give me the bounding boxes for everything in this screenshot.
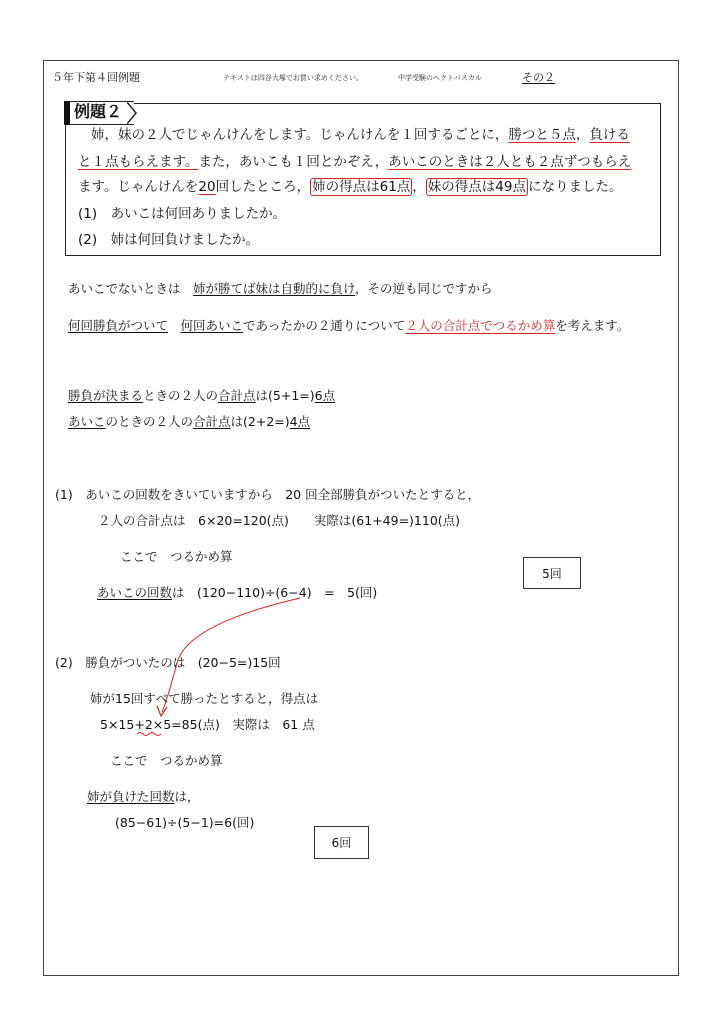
note-underlined: あいこの回数 — [97, 585, 173, 600]
note-underlined: 合計点 — [218, 388, 256, 403]
part1-line-2: ２人の合計点は 6×20=120(点) 実際は(61+49=)110(点) — [98, 513, 461, 528]
header-author: 中学受験のヘクトパスカル — [398, 74, 482, 82]
problem-highlight-younger-score: 妹の得点は49点 — [427, 179, 526, 195]
note-underlined: 勝負が決まる — [68, 388, 144, 403]
note-text: は(2+2=) — [230, 414, 290, 429]
note-text: ，その逆も同じですから — [355, 281, 493, 296]
note-underlined: 姉が負けた回数 — [87, 789, 175, 804]
part2-line-1: (2) 勝負がついたのは (20−5=)15回 — [55, 655, 281, 670]
note-underlined: 合計点 — [193, 414, 231, 429]
problem-text: また，あいこも１回とかぞえ， — [198, 154, 389, 170]
note-text: は (120−110)÷(6−4) = 5(回) — [172, 585, 378, 600]
answer-1: 5回 — [542, 566, 562, 581]
problem-text: ， — [575, 127, 590, 143]
note-text: を考えます。 — [555, 318, 630, 333]
part2-line-2: 姉が15回すべて勝ったとすると，得点は — [90, 691, 319, 706]
note-text: 5×15+ — [100, 717, 145, 732]
problem-text: ， — [412, 179, 426, 195]
note-text: =85(点) 実際は 61 点 — [171, 717, 315, 732]
question-1: (1) あいこは何回ありましたか。 — [78, 206, 287, 222]
part2-line-6: (85−61)÷(5−1)=6(回) — [115, 815, 255, 830]
note-text: は(5+1=) — [255, 388, 315, 403]
part1-line-3: ここで つるかめ算 — [120, 549, 233, 564]
note-underlined: 6点 — [314, 388, 336, 403]
question-2: (2) 姉は何回負けましたか。 — [78, 232, 260, 248]
problem-highlight-count: 20 — [198, 179, 216, 195]
problem-highlight-lose-points: と１点もらえます。 — [78, 154, 199, 170]
note-text: あいこでないときは — [68, 281, 181, 296]
page-header-title: ５年下第４回例題 — [52, 71, 140, 84]
note-underlined: 何回あいこ — [180, 318, 244, 333]
note-underlined: 4点 — [289, 414, 311, 429]
part1-line-1: (1) あいこの回数をきいていますから 20 回全部勝負がついたとすると， — [55, 487, 481, 502]
problem-text: になりました。 — [527, 179, 623, 195]
note-text: は， — [174, 789, 200, 804]
note-text: のときの２人の — [105, 414, 194, 429]
note-underlined: あいこ — [68, 414, 106, 429]
answer-box-2 — [314, 826, 369, 859]
note-red-wavy-term: 2×5 — [144, 717, 172, 732]
header-note: テキストは四谷大塚でお買い求めください。 — [223, 74, 363, 82]
note-text: であったかの２通りについて — [243, 318, 406, 333]
problem-text: ます。じゃんけんを — [78, 179, 199, 195]
problem-highlight-sister-score: 姉の得点は61点 — [312, 179, 411, 195]
problem-highlight-draw: あいこのときは２人とも２点ずつもらえ — [388, 154, 632, 170]
problem-highlight-lose: 負ける — [589, 127, 630, 143]
note-red-key-phrase: ２人の合計点でつるかめ算 — [405, 318, 556, 333]
part2-line-4: ここで つるかめ算 — [110, 753, 223, 768]
problem-highlight-win: 勝つと５点 — [508, 127, 576, 143]
answer-2: 6回 — [331, 836, 352, 850]
note-text: ときの２人の — [143, 388, 219, 403]
part2-line-3 — [100, 719, 315, 732]
part2-line-5 — [87, 791, 200, 804]
note-underlined: 姉が勝てば妹は自動的に負け — [193, 281, 356, 296]
note-underlined: 何回勝負がついて — [68, 318, 169, 333]
header-part: その２ — [522, 71, 555, 84]
problem-text: 回したところ， — [215, 179, 311, 195]
problem-text: 姉，妹の２人でじゃんけんをします。じゃんけんを１回するごとに， — [91, 127, 509, 143]
example-label: 例題２ — [74, 102, 123, 121]
